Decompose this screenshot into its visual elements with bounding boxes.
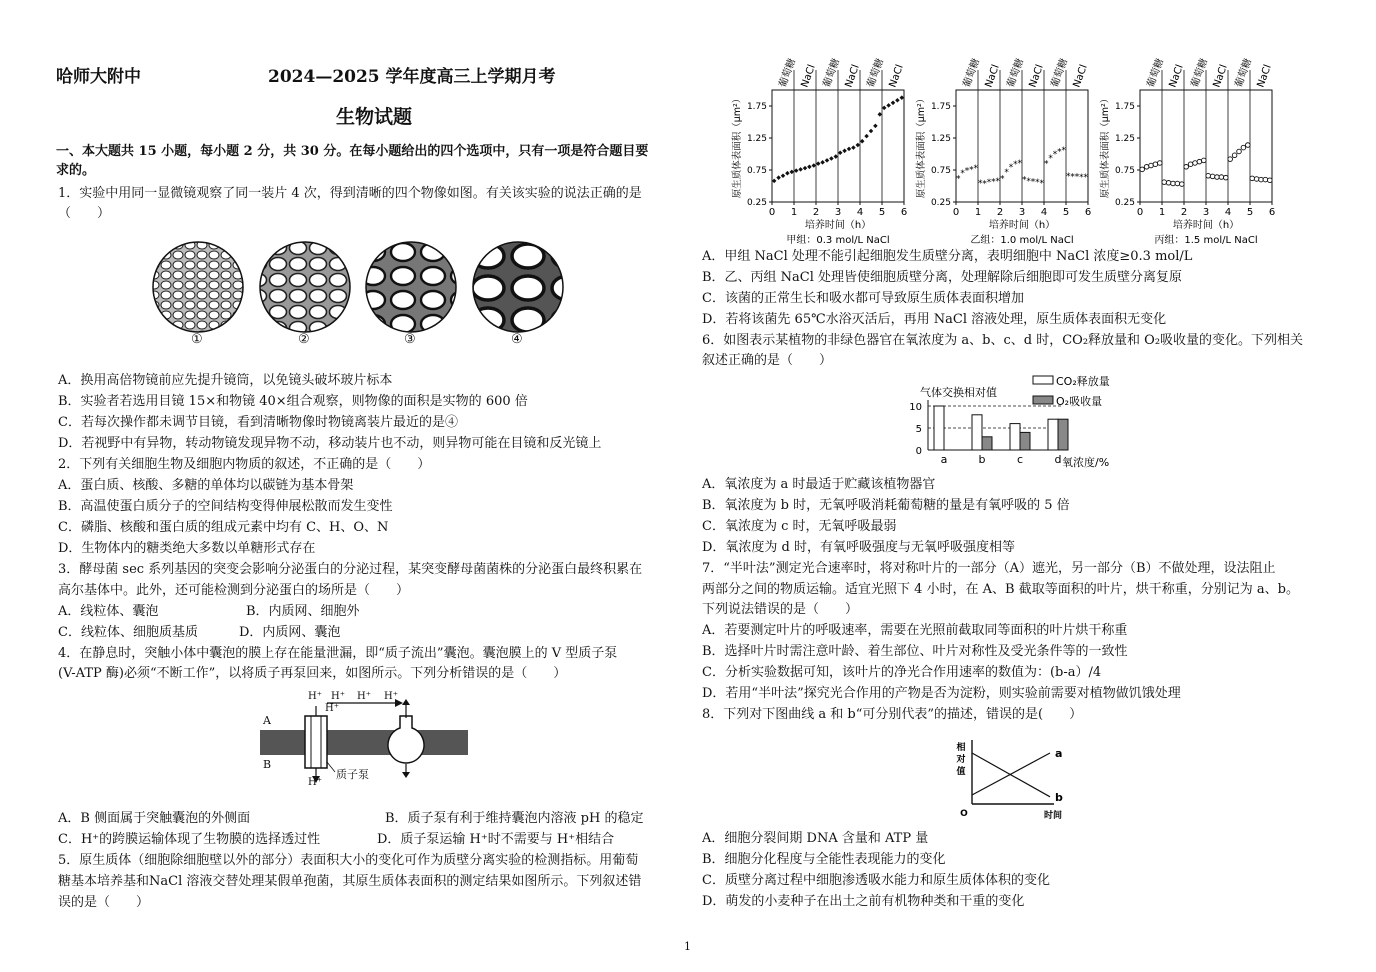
data-point [1149,163,1154,168]
page-title: 生物试题 [336,106,413,128]
q8-stem: 8．下列对下图曲线 a 和 b“可分别代表”的描述，错误的是( ） [702,707,1083,722]
q2-option-b: B．高温使蛋白质分子的空间结构变得伸展松散而发生变性 [58,499,393,514]
bar-o2 [1020,432,1030,450]
data-point [1237,149,1242,154]
data-point [816,161,821,166]
bar-o2 [1058,419,1068,450]
hplus-6: H⁺ [308,777,322,788]
x-tick-label: 1 [1158,207,1166,218]
y-axis-label: 原生质体表面积（μm²） [732,93,743,199]
q7-stem-cont2: 下列说法错误的是（ ） [702,602,859,617]
data-point [1162,180,1167,185]
x-tick-label: 3 [1018,207,1026,218]
x-tick-label: 0 [768,207,776,218]
data-point [1224,175,1229,180]
y-tick-label: 5 [915,424,922,435]
q4-stem: 4．在静息时，突触小体中囊泡的膜上存在能量泄漏，即“质子流出”囊泡。囊泡膜上的 V 型质子泵 [58,646,618,661]
hplus-1: H⁺ [308,691,322,702]
data-point: * [960,169,965,180]
channel [305,716,327,768]
data-point: * [973,164,979,175]
q6-stem: 6．如图表示某植物的非绿色器官在氧浓度为 a、b、c、d 时，CO₂释放量和 O₂吸收量的变化。下列相关 [702,333,1304,348]
data-point [820,160,825,165]
data-point [1158,161,1163,166]
data-point: * [1070,172,1075,183]
x-tick-label: 4 [1224,207,1232,218]
q1-option-c: C．若每次操作都未调节目镜，看到清晰物像时物镜离装片最近的是④ [58,415,458,430]
q4-option-a: A．B 侧面属于突触囊泡的外侧面 [58,811,251,826]
q5-option-a: A．甲组 NaCl 处理不能引起细胞发生质壁分离，表明细胞中 NaCl 浓度≥0.3 mol/L [702,249,1193,264]
data-point [776,175,781,180]
data-point: * [1017,158,1023,169]
side-b-label: B [263,758,272,771]
data-point: * [1030,177,1036,188]
y-axis-label: 值 [956,767,966,777]
data-point: * [995,176,1001,187]
bar-co2 [1048,419,1058,450]
category-label: b [978,453,986,466]
treatment-label: NaCl [1255,63,1274,90]
q7-option-a: A．若要测定叶片的呼吸速率，需要在光照前截取同等面积的叶片烘干称重 [702,623,1128,638]
q4-stem-cont: (V-ATP 酶)必须“不断工作”，以将质子再泵回来，如图所示。下列分析错误的是（ ） [58,666,567,681]
hplus-4: H⁺ [384,691,398,702]
data-point [851,145,856,150]
treatment-label: NaCl [1071,63,1090,90]
y-tick-label: 10 [909,402,922,413]
data-point [803,166,808,171]
y-tick-label: 1.75 [1114,102,1135,112]
data-point: * [1065,171,1071,182]
page-number: 1 [684,940,691,953]
treatment-label: 葡萄糖 [1189,57,1211,90]
x-tick-label: 5 [1246,207,1254,218]
data-point [847,147,852,152]
data-point [900,95,905,100]
q5-stem-cont: 糖基本培养基和NaCl 溶液交替处理某假单孢菌，其原生质体表面积的测定结果如图所示。下列叙述错 [58,874,642,889]
y-tick-label: 0.25 [746,198,767,208]
data-point [812,163,817,168]
y-tick-label: 0.75 [930,166,951,176]
section-instructions-cont: 求的。 [56,163,96,178]
y-tick-label: 1.25 [1114,134,1135,144]
data-point [785,171,790,176]
x-tick-label: 2 [812,207,820,218]
x-axis-label: 时间 [1044,811,1063,821]
data-point: * [955,174,961,185]
data-point: * [999,174,1005,185]
q4-option-c: C．H⁺的跨膜运输体现了生物膜的选择透过性 [58,832,321,847]
q3-option-c: C．线粒体、细胞质基质 [58,625,198,640]
data-point [1153,162,1158,167]
pump-label: 质子泵 [336,768,369,781]
y-tick-label: 1.25 [930,134,951,144]
data-point: * [1043,159,1049,170]
q7-option-b: B．选择叶片时需注意叶龄、着生部位、叶片对称性及受光条件等的一致性 [702,644,1128,659]
data-point: * [977,178,983,189]
data-point [878,112,883,117]
q7-option-d: D．若用“半叶法”探究光合作用的产物是否为淀粉，则实验前需要对植物做饥饿处理 [702,686,1181,701]
x-axis-label: 培养时间（h） [804,220,872,231]
data-point [1188,162,1193,167]
treatment-label: 葡萄糖 [1145,57,1167,90]
data-point: * [991,177,996,188]
data-point [798,167,803,172]
y-tick-label: 1.75 [746,102,767,112]
data-point: * [1074,172,1080,183]
curve-label-b: b [1055,790,1063,804]
hplus-2: H⁺ [331,691,345,702]
data-point: * [1008,162,1014,173]
data-point [1202,158,1207,163]
view-3 [366,242,456,332]
treatment-label: 葡萄糖 [821,57,843,90]
data-point [1193,161,1198,166]
data-point [1180,182,1185,187]
data-point: * [964,166,970,177]
bar-co2 [934,406,944,450]
data-point [1246,143,1251,148]
x-tick-label: 4 [856,207,864,218]
x-tick-label: 5 [878,207,886,218]
data-point: * [1004,167,1009,178]
q3-stem-cont: 高尔基体中。此外，还可能检测到分泌蛋白的场所是（ ） [58,583,410,598]
bar-o2 [982,437,992,450]
x-tick-label: 2 [996,207,1004,218]
treatment-label: NaCl [983,63,1002,90]
q1-option-a: A．换用高倍物镜前应先提升镜筒，以免镜头破坏玻片标本 [58,373,393,388]
data-point [1140,167,1145,172]
view-4 [473,242,563,332]
q5-stem-cont2: 误的是（ ） [58,895,150,910]
view-label-4: ④ [511,332,523,347]
x-axis-label: 培养时间（h） [988,220,1056,231]
q4-option-b: B．质子泵有利于维持囊泡内溶液 pH 的稳定 [385,811,644,826]
data-point: * [1048,153,1053,164]
data-point [882,106,887,111]
q7-option-c: C．分析实验数据可知，该叶片的净光合作用速率的数值为：(b-a）/4 [702,665,1102,680]
data-point [1171,181,1176,186]
y-tick-label: 1.25 [746,134,767,144]
pump-protein [388,716,424,763]
data-point: * [969,165,974,176]
data-point [834,154,839,159]
data-point [891,101,896,106]
data-point [1166,181,1171,186]
data-point [1184,165,1189,170]
section-instructions: 一、本大题共 15 小题，每小题 2 分，共 30 分。在每小题给出的四个选项中，只有一项是符合题目要 [56,144,649,159]
data-point [1263,177,1268,182]
data-point: * [1026,176,1031,187]
q7-stem-cont: 两部分之间的物质运输。适宜光照下 4 小时，在 A、B 截取等面积的叶片，烘干称重，分别记为 a、b。 [702,582,1299,597]
view-label-2: ② [298,332,310,347]
x-tick-label: 1 [974,207,982,218]
q3-stem: 3．酵母菌 sec 系列基因的突变会影响分泌蛋白的分泌过程，某突变酵母菌菌株的分泌蛋白最终积累在 [58,562,643,577]
x-tick-label: 6 [1084,207,1092,218]
data-point: * [982,179,987,190]
data-point: * [1039,178,1045,189]
y-tick-label: 1.75 [930,102,951,112]
y-tick-label: 0.75 [746,166,767,176]
data-point [1250,176,1255,181]
treatment-label: NaCl [843,63,862,90]
x-tick-label: 6 [1268,207,1276,218]
treatment-label: 葡萄糖 [865,57,887,90]
view-label-1: ① [191,332,203,347]
chart-yi [912,56,1104,246]
data-point [1210,174,1215,179]
data-point [1144,165,1149,170]
view-1 [153,242,243,332]
treatment-label: NaCl [1027,63,1046,90]
data-point [1254,177,1259,182]
data-point [864,134,869,139]
y-axis-label: 相 [956,743,966,753]
hplus-5: H⁺ [325,703,339,714]
data-point [829,156,834,161]
data-point [1219,175,1224,180]
q8-option-a: A．细胞分裂间期 DNA 含量和 ATP 量 [702,831,929,846]
data-point [781,173,786,178]
x-tick-label: 6 [900,207,908,218]
x-axis-label: 氧浓度/% [1062,456,1110,469]
gas-exchange-chart [890,370,1130,470]
q6-option-d: D．氧浓度为 d 时，有氧呼吸强度与无氧呼吸强度相等 [702,540,1016,555]
data-point [807,165,812,170]
data-point [1175,181,1180,186]
y-axis-label: 气体交换相对值 [920,386,997,399]
x-tick-label: 3 [834,207,842,218]
data-point [825,158,830,163]
category-label: d [1054,453,1062,466]
q1-stem: 1．实验中用同一显微镜观察了同一装片 4 次，得到清晰的四个物像如图。有关该实验的说法正确的是 [58,186,642,201]
data-point: * [1013,160,1018,171]
treatment-label: 葡萄糖 [1049,57,1071,90]
data-point [869,129,874,134]
legend-label-o2: O₂吸收量 [1056,395,1103,408]
treatment-label: NaCl [1167,63,1186,90]
data-point [794,168,799,173]
y-axis-label: 对 [956,755,966,765]
data-point: * [1035,178,1040,189]
chart-bing [1096,56,1288,246]
legend-swatch-co2 [1033,376,1053,384]
q5-option-d: D．若将该菌先 65℃水浴灭活后，再用 NaCl 溶液处理，原生质体表面积无变化 [702,312,1167,327]
q7-stem: 7．“半叶法”测定光合速率时，将对称叶片的一部分（A）遮光，另一部分（B）不做处理，设法阻止 [702,561,1276,576]
x-axis-label: 培养时间（h） [1172,220,1240,231]
data-point [838,150,843,155]
chart-title: 乙组：1.0 mol/L NaCl [970,235,1074,246]
x-tick-label: 2 [1180,207,1188,218]
y-axis-label: 原生质体表面积（μm²） [916,93,927,199]
q1-option-b: B．实验者若选用目镜 15×和物镜 40×组合观察，则物像的面积是实物的 600 倍 [58,394,528,409]
data-point: * [1052,150,1058,160]
q8-option-d: D．萌发的小麦种子在出土之前有机物种类和干重的变化 [702,894,1025,909]
data-point [1259,177,1264,182]
chart-title: 丙组：1.5 mol/L NaCl [1154,235,1258,246]
school-name: 哈师大附中 [56,67,141,87]
exam-title: 2024—2025 学年度高三上学期月考 [268,67,556,87]
data-point: * [1021,175,1027,186]
y-tick-label: 0.75 [1114,166,1135,176]
q4-option-d: D．质子泵运输 H⁺时不需要与 H⁺相结合 [377,832,615,847]
data-point [1241,145,1246,150]
treatment-label: 葡萄糖 [777,57,799,90]
q6-option-b: B．氧浓度为 b 时，无氧呼吸消耗葡萄糖的量是有氧呼吸的 5 倍 [702,498,1070,513]
q8-option-c: C．质壁分离过程中细胞渗透吸水能力和原生质体体积的变化 [702,873,1050,888]
q6-option-c: C．氧浓度为 c 时，无氧呼吸最弱 [702,519,897,534]
q5-option-b: B．乙、丙组 NaCl 处理皆使细胞质壁分离，处理解除后细胞即可发生质壁分离复原 [702,270,1183,285]
data-point [1228,157,1233,162]
curve-label-a: a [1055,747,1063,760]
x-tick-label: 5 [1062,207,1070,218]
q3-option-a: A．线粒体、囊泡 [58,604,159,619]
x-tick-label: 4 [1040,207,1048,218]
x-tick-label: 3 [1202,207,1210,218]
q5-stem: 5．原生质体（细胞除细胞壁以外的部分）表面积大小的变化可作为质壁分离实验的检测指标。用葡萄 [58,853,639,868]
data-point: * [1083,173,1089,184]
hplus-3: H⁺ [357,691,371,702]
treatment-label: NaCl [799,63,818,90]
data-point [1232,153,1237,158]
category-label: c [1016,453,1024,466]
category-label: a [940,453,948,466]
q3-option-d: D．内质网、囊泡 [239,625,341,640]
q1-stem-cont: （ ） [58,206,111,221]
data-point [895,98,900,103]
treatment-label: 葡萄糖 [961,57,983,90]
q6-option-a: A．氧浓度为 a 时最适于贮藏该植物器官 [702,477,936,492]
data-point [1215,175,1220,180]
data-point: * [1061,146,1067,157]
treatment-label: 葡萄糖 [1005,57,1027,90]
bar-co2 [972,415,982,450]
origin-label: O [960,809,968,819]
data-point [842,149,847,154]
q2-option-d: D．生物体内的糖类绝大多数以单糖形式存在 [58,541,316,556]
data-point: * [986,178,992,189]
view-label-3: ③ [404,332,416,347]
y-tick-label: 0 [915,446,922,457]
x-tick-label: 0 [952,207,960,218]
data-point [886,103,891,108]
bar-co2 [1010,424,1020,450]
treatment-label: NaCl [887,63,906,90]
data-point [1268,178,1273,183]
q2-stem: 2．下列有关细胞生物及细胞内物质的叙述，不正确的是（ ） [58,457,431,472]
chart-jia [728,56,920,246]
q2-option-c: C．磷脂、核酸和蛋白质的组成元素中均有 C、H、O、N [58,520,389,535]
q8-option-b: B．细胞分化程度与全能性表现能力的变化 [702,852,946,867]
view-2 [260,242,350,332]
treatment-label: 葡萄糖 [1233,57,1255,90]
data-point [856,143,861,148]
legend-swatch-o2 [1033,396,1053,404]
y-tick-label: 0.25 [1114,198,1135,208]
legend-label-co2: CO₂释放量 [1056,375,1110,388]
curve-chart [948,734,1068,824]
data-point: * [1057,147,1062,158]
data-point [790,170,795,175]
chart-title: 甲组：0.3 mol/L NaCl [786,235,890,246]
q5-option-c: C．该菌的正常生长和吸水都可导致原生质体表面积增加 [702,291,1024,306]
treatment-label: NaCl [1211,63,1230,90]
data-point [873,124,878,129]
data-point [860,139,865,144]
x-tick-label: 0 [1136,207,1144,218]
data-point: * [1079,173,1084,184]
side-a-label: A [263,714,271,727]
data-point [1197,159,1202,164]
x-tick-label: 1 [790,207,798,218]
q1-option-d: D．若视野中有异物，转动物镜发现异物不动，移动装片也不动，则异物可能在目镜和反光镜上 [58,436,602,451]
q2-option-a: A．蛋白质、核酸、多糖的单体均以碳链为基本骨架 [58,478,354,493]
y-tick-label: 0.25 [930,198,951,208]
data-point [772,179,777,184]
y-axis-label: 原生质体表面积（μm²） [1100,93,1111,199]
data-point [1206,173,1211,178]
membrane [260,730,468,755]
q3-option-b: B．内质网、细胞外 [246,604,360,619]
q6-stem-cont: 叙述正确的是（ ） [702,353,833,368]
